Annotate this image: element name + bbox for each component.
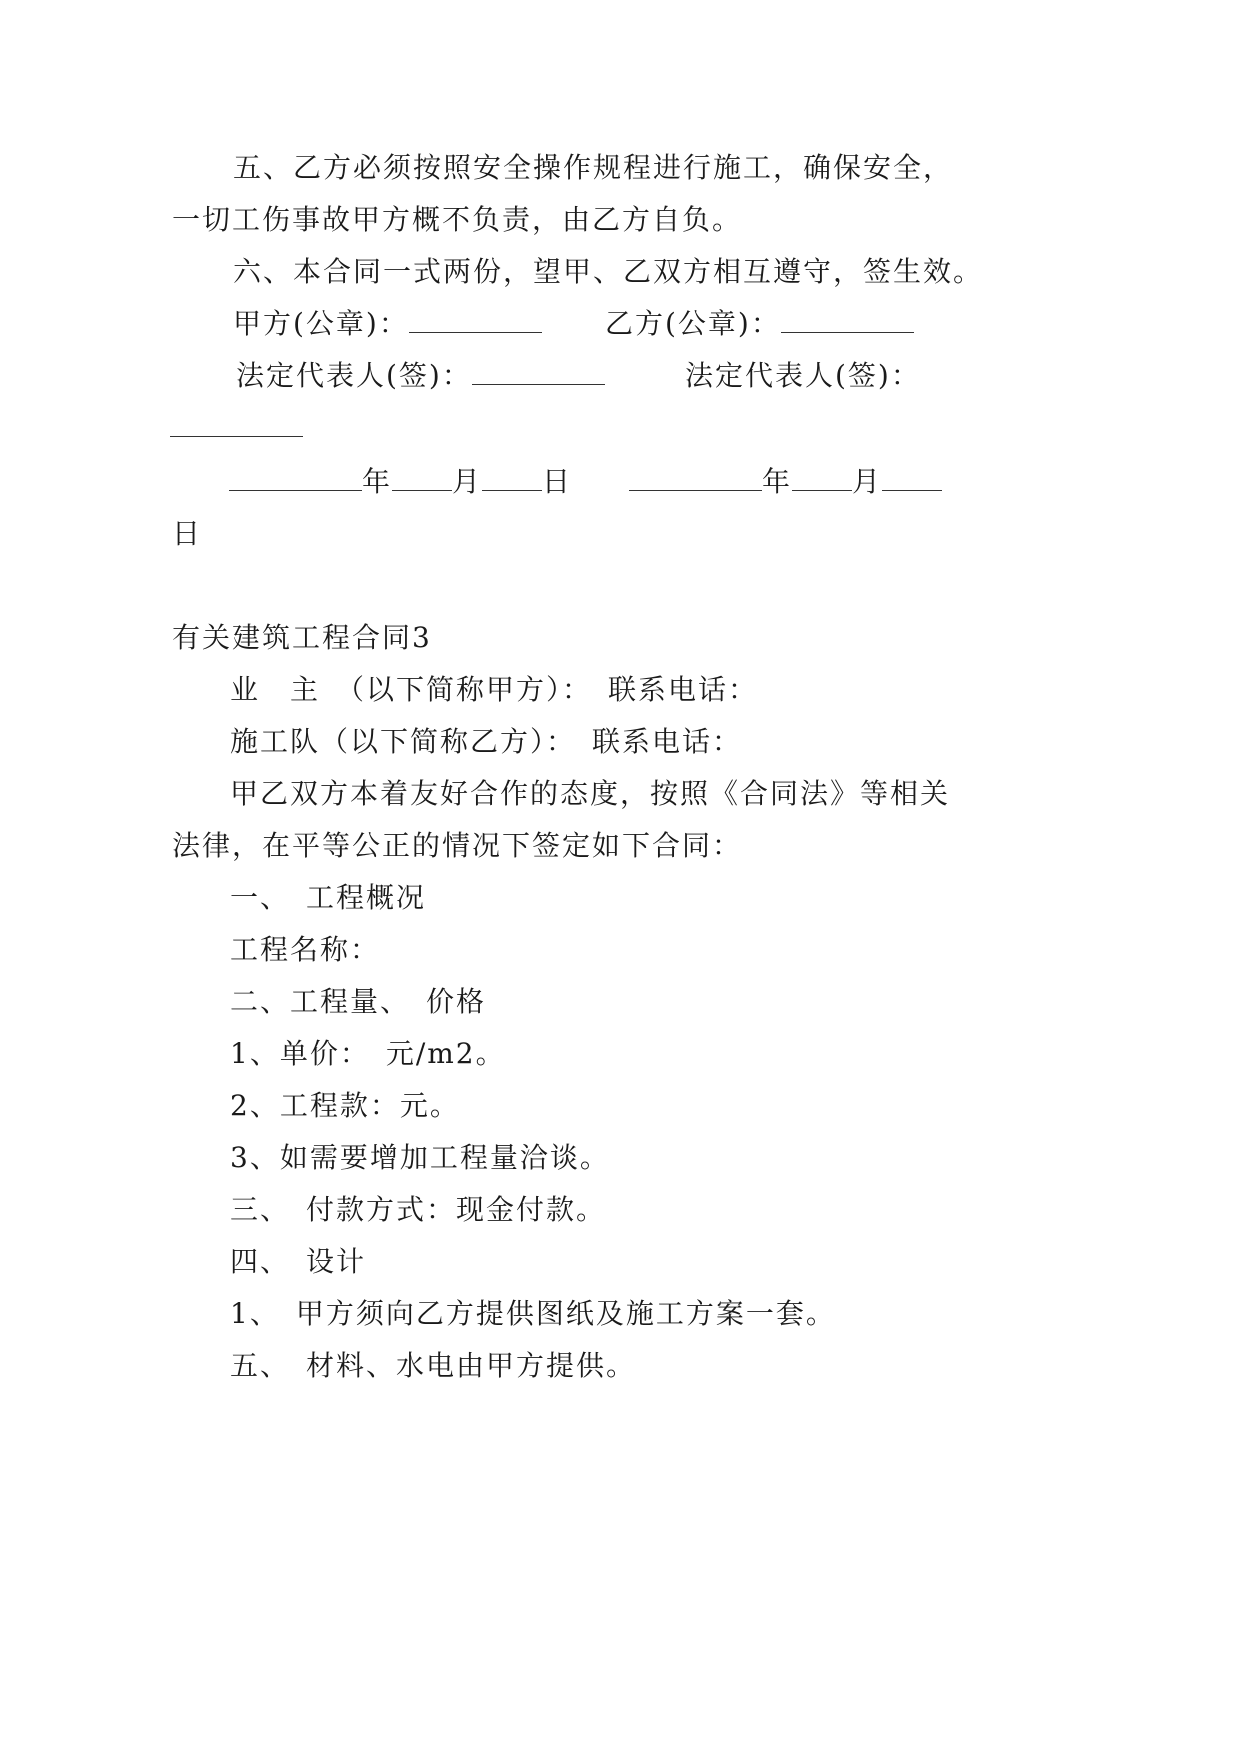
unit-price-line: 1、单价： 元/m2。: [230, 1037, 506, 1070]
heading-1: 一、 工程概况: [230, 881, 427, 914]
intro-line-2: 法律，在平等公正的情况下签定如下合同：: [172, 829, 743, 862]
project-name-line: 工程名称：: [230, 933, 381, 966]
project-fee-line: 2、工程款：元。: [230, 1089, 460, 1122]
party-a-seal-blank: [409, 310, 542, 333]
rep-b-blank: [170, 414, 303, 437]
date-a-row: [229, 464, 572, 500]
rep-a-row: [236, 358, 605, 394]
date-a-day-label: 日: [542, 465, 573, 498]
date-a-year-label: 年: [362, 465, 393, 498]
owner-line: 业 主 （以下简称甲方）： 联系电话：: [230, 673, 759, 706]
date-b-day-blank: [882, 468, 942, 491]
party-b-seal-label: 乙方(公章)：: [605, 307, 781, 340]
date-b-year-label: 年: [762, 465, 793, 498]
heading-3: 三、 付款方式：现金付款。: [230, 1193, 607, 1226]
clause-5-line-1: 五、乙方必须按照安全操作规程进行施工，确保安全，: [233, 151, 954, 184]
date-b-month-blank: [792, 468, 852, 491]
extra-work-line: 3、如需要增加工程量洽谈。: [230, 1141, 610, 1174]
contract-3-title: 有关建筑工程合同3: [172, 621, 432, 654]
heading-4: 四、 设计: [230, 1245, 367, 1278]
party-b-seal-row: [605, 306, 914, 342]
rep-a-blank: [472, 362, 605, 385]
rep-a-label: 法定代表人(签)：: [236, 359, 472, 392]
clause-5-line-2: 一切工伤事故甲方概不负责，由乙方自负。: [172, 203, 743, 236]
date-b-year-blank: [629, 468, 762, 491]
date-b-day-label: 日: [172, 517, 203, 550]
date-a-year-blank: [229, 468, 362, 491]
date-a-month-blank: [392, 468, 452, 491]
party-b-seal-blank: [781, 310, 914, 333]
date-b-row: [629, 464, 942, 500]
party-a-seal-row: [233, 306, 542, 342]
team-line: 施工队（以下简称乙方）： 联系电话：: [230, 725, 743, 758]
party-a-seal-label: 甲方(公章)：: [233, 307, 409, 340]
heading-2: 二、工程量、 价格: [230, 985, 487, 1018]
intro-line-1: 甲乙双方本着友好合作的态度，按照《合同法》等相关: [230, 777, 951, 810]
rep-b-label: 法定代表人(签)：: [685, 359, 921, 392]
heading-5: 五、 材料、水电由甲方提供。: [230, 1349, 637, 1382]
date-b-month-label: 月: [852, 465, 883, 498]
rep-b-blank-row: [170, 410, 303, 446]
date-a-month-label: 月: [452, 465, 483, 498]
design-item-1: 1、 甲方须向乙方提供图纸及施工方案一套。: [230, 1297, 836, 1330]
rep-b-row: [685, 358, 921, 394]
clause-6: 六、本合同一式两份，望甲、乙双方相互遵守，签生效。: [233, 255, 984, 288]
date-a-day-blank: [482, 468, 542, 491]
